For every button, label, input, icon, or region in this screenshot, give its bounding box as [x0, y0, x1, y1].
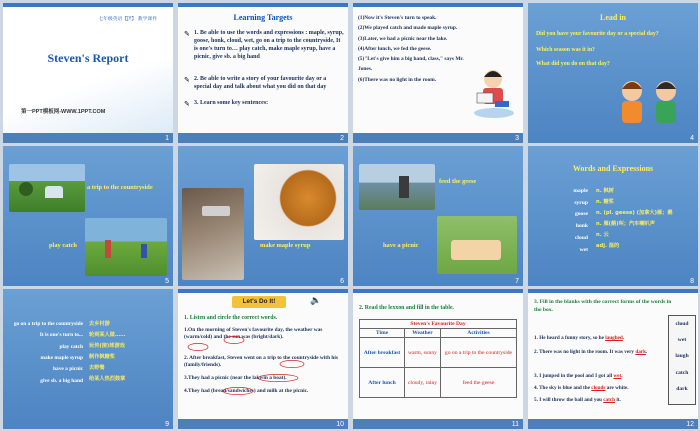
- definition-list: [596, 186, 696, 252]
- question-3: What did you do on that day?: [536, 61, 610, 67]
- sentence-1: (1)Now it's Steven's turn to speak.: [358, 15, 437, 21]
- page-title: Steven's Report: [47, 51, 129, 65]
- slide-footer-bar: [353, 419, 523, 429]
- answer-2: dark: [635, 349, 646, 355]
- slide-number: 7: [515, 278, 519, 285]
- reading-boy-illustration: [471, 63, 517, 121]
- slide-title: Lead in: [599, 13, 626, 22]
- translation-1: 去乡村游: [89, 321, 110, 327]
- slide-footer-bar: [178, 133, 348, 143]
- table-header-activities: Activities: [440, 329, 516, 338]
- photo-caption-2: play catch: [49, 242, 77, 249]
- sentence-2: (2)We played catch and made maple syrup.: [358, 25, 458, 32]
- translation-5: 去野餐: [89, 364, 105, 371]
- slide-2[interactable]: [178, 3, 348, 143]
- slide-footer-bar: [528, 419, 698, 429]
- slide-number: 6: [340, 278, 344, 285]
- slide-number: 1: [165, 135, 169, 142]
- picnic-photo: [437, 216, 517, 274]
- translation-2: 轮到某人做……: [89, 331, 126, 338]
- phrase-5: have a picnic: [53, 366, 83, 373]
- speaker-icon[interactable]: 🔈: [310, 295, 322, 305]
- slide-9[interactable]: [3, 289, 173, 429]
- word-syrup: syrup: [574, 199, 588, 206]
- target-item-1: 1. Be able to use the words and expressions : maple, syrup, goose, honk, cloud, wet, go on a trip to the countryside, It is one's turn to… play catch, make maple syrup, have a picnic, give sb. a big hand: [194, 30, 344, 61]
- word-box-item: laugh: [675, 353, 689, 360]
- slide-footer-bar: [3, 133, 173, 143]
- exercise-heading: 1. Listen and circle the correct words.: [184, 315, 278, 321]
- def-wet: adj. 湿的: [596, 242, 620, 249]
- word-box-item: cloud: [675, 321, 689, 327]
- translation-4: 制作枫糖浆: [89, 353, 115, 360]
- word-box-item: catch: [675, 369, 689, 376]
- lets-do-it-button[interactable]: Let's Do It!: [232, 296, 286, 308]
- table-row: After breakfast warm, sunny go on a trip to the countryside: [360, 338, 517, 368]
- word-maple: maple: [573, 188, 588, 194]
- course-badge: 七年级英语【JY】 教学课件: [98, 17, 157, 22]
- maple-tap-photo: [182, 188, 244, 280]
- favourite-day-table: [359, 319, 517, 398]
- word-cloud: cloud: [574, 234, 588, 241]
- target-item-2: 2. Be able to write a story of your favourite day or a special day and talk about what you did on that day: [194, 76, 327, 91]
- translation-3: 玩传(接)球游戏: [89, 342, 125, 349]
- blank-sentence-1: 1. He heard a funny story, so he laughed.: [534, 335, 625, 341]
- slide-number: 10: [336, 421, 344, 428]
- word-box-item: dark: [676, 385, 688, 392]
- exercise-item-4: 4.They had (bread/sandwiches) and milk at the picnic.: [184, 388, 309, 394]
- phrase-6: give sb. a big hand: [40, 377, 83, 384]
- sentence-3: (3)Later, we had a picnic near the lake.: [358, 35, 448, 42]
- slide-12[interactable]: [528, 289, 698, 429]
- slide-6[interactable]: [178, 146, 348, 286]
- question-2: Which season was it in?: [536, 47, 595, 53]
- answer-5: catch: [603, 397, 616, 403]
- slide-3[interactable]: [353, 3, 523, 143]
- slide-1[interactable]: [3, 3, 173, 143]
- word-honk: honk: [575, 223, 588, 230]
- question-1: Did you have your favourite day or a special day?: [536, 31, 659, 37]
- slide-4[interactable]: [528, 3, 698, 143]
- slide-8[interactable]: [528, 146, 698, 286]
- table-header-time: Time: [360, 329, 405, 338]
- slide-title: Words and Expressions: [572, 164, 654, 173]
- slide-title: Learning Targets: [233, 13, 293, 22]
- answer-1: laughed: [605, 335, 623, 341]
- pen-icon: ✎: [184, 31, 190, 38]
- sentence-4: (4)After lunch, we fed the geese.: [358, 45, 432, 52]
- def-goose: n. (pl. geese) (加拿大)雁；鹅: [596, 209, 673, 216]
- sentence-6: (6)There was no light in the room.: [358, 76, 437, 83]
- slide-footer-bar: [178, 419, 348, 429]
- answer-circles: [178, 289, 348, 429]
- word-box: [668, 315, 696, 405]
- translation-6: 给某人热烈鼓掌: [89, 375, 126, 382]
- slide-10[interactable]: [178, 289, 348, 429]
- footer-text: 第一PPT模板网-WWW.1PPT.COM: [21, 109, 106, 115]
- slide-11[interactable]: [353, 289, 523, 429]
- key-sentences: [358, 13, 476, 85]
- kids-illustration: [610, 75, 690, 131]
- exercise-item-3: 3.They had a picnic (near the lake/in a boat).: [184, 375, 287, 381]
- countryside-photo: [9, 164, 85, 212]
- blank-sentence-2: 2. There was no light in the room. It was very dark.: [534, 349, 648, 355]
- phrase-4: make maple syrup: [40, 355, 83, 362]
- blank-sentence-4: 4. The sky is blue and the clouds are white.: [534, 385, 629, 391]
- word-goose: goose: [574, 211, 588, 218]
- table-header-weather: Weather: [405, 329, 441, 338]
- phrase-list: [7, 319, 83, 387]
- slide-number: 5: [165, 278, 169, 285]
- table-row: After lunch cloudy, rainy feed the geese: [360, 368, 517, 398]
- slide-7[interactable]: [353, 146, 523, 286]
- pen-icon: ✎: [184, 77, 190, 84]
- slide-number: 12: [686, 421, 694, 428]
- photo-caption-1: make maple syrup: [260, 242, 311, 249]
- word-wet: wet: [579, 246, 588, 253]
- exercise-heading: 2. Read the lexxon and fill in the table.: [359, 305, 455, 311]
- photo-caption-1: feed the geese: [439, 178, 477, 185]
- slide-number: 9: [165, 421, 169, 428]
- photo-caption-2: have a picnic: [383, 242, 419, 249]
- table-title: Steven's Favourite Day: [360, 320, 517, 329]
- slide-number: 2: [340, 135, 344, 142]
- photo-caption-1: a trip to the countryside: [87, 184, 153, 191]
- blank-sentence-3: 3. I jumped in the pool and I got all wet.: [534, 373, 623, 379]
- def-maple: n. 枫树: [596, 188, 614, 194]
- def-cloud: n. 云: [596, 231, 609, 238]
- play-catch-photo: [85, 218, 167, 276]
- def-syrup: n. 糖浆: [596, 198, 614, 205]
- slide-number: 11: [511, 421, 519, 428]
- blank-sentence-5: 5. I will throw the ball and you catch it.: [534, 397, 621, 403]
- word-box-item: wet: [677, 337, 687, 344]
- sentence-5: (5)"Let's give him a big hand, class," says Mr. Jones.: [358, 56, 464, 73]
- slide-number: 3: [515, 135, 519, 142]
- target-item-3: 3. Learn some key sentences:: [194, 100, 269, 106]
- word-list: [542, 186, 588, 256]
- phrase-3: play catch: [59, 343, 83, 350]
- geese-photo: [359, 164, 435, 210]
- slide-footer-bar: [353, 133, 523, 143]
- pen-icon: ✎: [184, 101, 190, 108]
- exercise-item-1: 1.On the morning of Steven's favourite day, the weather was (warm/cold) and the sun was (bright/dark).: [184, 327, 323, 341]
- phrase-2: It is one's turn to...: [39, 332, 83, 339]
- answer-4: clouds: [591, 385, 606, 391]
- answer-3: wet: [613, 373, 622, 379]
- slide-5[interactable]: [3, 146, 173, 286]
- phrase-1: go on a trip to the countryside: [13, 321, 83, 327]
- syrup-pouring-photo: [254, 164, 344, 240]
- exercise-heading: 3. Fill in the blanks with the correct forms of the words in the box.: [534, 299, 672, 313]
- exercise-item-2: 2. After breakfast, Steven went on a trip to the countryside with his (family/friends).: [184, 355, 339, 369]
- slide-number: 8: [690, 278, 694, 285]
- slide-number: 4: [690, 135, 694, 142]
- translation-list: [89, 319, 169, 385]
- def-honk: n. 雁(鹅)叫；汽车喇叭声: [596, 220, 655, 227]
